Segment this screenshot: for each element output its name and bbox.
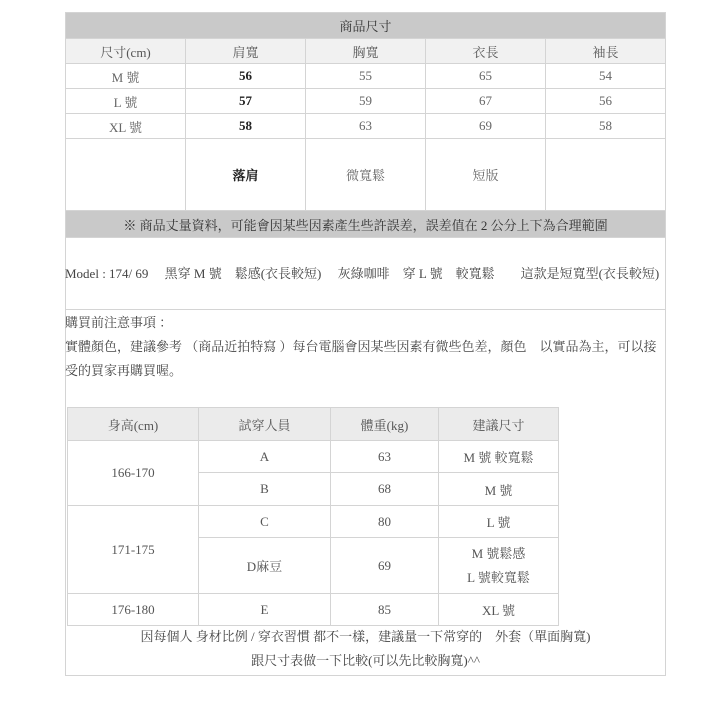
- chest-cell: 59: [306, 89, 426, 114]
- size-label: L 號: [66, 89, 186, 114]
- weight-cell: 80: [331, 506, 439, 538]
- table-row: [68, 594, 559, 626]
- person-cell: D麻豆: [199, 538, 331, 594]
- weight-cell: 85: [331, 594, 439, 626]
- length-cell: 65: [426, 64, 546, 89]
- table-row: [66, 114, 666, 139]
- footer-line: 跟尺寸表做一下比較(可以先比較胸寬)^^: [251, 653, 480, 668]
- chest-cell: 63: [306, 114, 426, 139]
- fitting-table: [67, 407, 559, 626]
- col-header-height: 身高(cm): [68, 408, 199, 441]
- height-range-cell: 171-175: [68, 506, 199, 594]
- purchase-notes-heading: 購買前注意事項 ：: [65, 315, 173, 330]
- shoulder-cell: 56: [186, 64, 306, 89]
- fit-length-cell: 短版: [426, 139, 546, 211]
- chest-cell: 55: [306, 64, 426, 89]
- col-header-shoulder: 肩寬: [186, 39, 306, 64]
- suggested-size-cell: [439, 538, 559, 594]
- suggested-size-cell: M 號 較寬鬆: [439, 441, 559, 473]
- person-cell: C: [199, 506, 331, 538]
- purchase-notes: [65, 311, 665, 383]
- fit-shoulder-cell: 落肩: [186, 139, 306, 211]
- size-chart-title-row: [66, 13, 666, 39]
- table-row: [66, 64, 666, 89]
- length-cell: 67: [426, 89, 546, 114]
- col-header-length: 衣長: [426, 39, 546, 64]
- length-cell: 69: [426, 114, 546, 139]
- fit-sleeve-cell: [546, 139, 666, 211]
- table-row: [68, 506, 559, 538]
- size-label: M 號: [66, 64, 186, 89]
- table-row: [68, 441, 559, 473]
- model-info: Model : 174/ 69 黑穿 M 號 鬆感(衣長較短) 灰綠咖啡 穿 L 號 較寬鬆 這款是短寬型(衣長較短): [65, 237, 666, 310]
- col-header-size: 尺寸(cm): [66, 39, 186, 64]
- weight-cell: 68: [331, 473, 439, 506]
- suggested-size-line: M 號鬆感: [471, 545, 526, 561]
- suggested-size-cell: L 號: [439, 506, 559, 538]
- col-header-chest: 胸寬: [306, 39, 426, 64]
- weight-cell: 69: [331, 538, 439, 594]
- col-header-person: 試穿人員: [199, 408, 331, 441]
- shoulder-cell: 57: [186, 89, 306, 114]
- suggested-size-cell: M 號: [439, 473, 559, 506]
- suggested-size-cell: XL 號: [439, 594, 559, 626]
- size-chart-table: [65, 12, 666, 238]
- height-range-cell: 166-170: [68, 441, 199, 506]
- fitting-header-row: [68, 408, 559, 441]
- col-header-weight: 體重(kg): [331, 408, 439, 441]
- purchase-notes-line: 受的買家再購買喔。: [65, 363, 183, 378]
- fit-chest-cell: 微寬鬆: [306, 139, 426, 211]
- size-chart-header-row: [66, 39, 666, 64]
- footer-line: 因每個人 身材比例 / 穿衣習慣 都不一樣，建議量一下常穿的 外套（單面胸寬): [140, 629, 591, 644]
- purchase-notes-line: 實體顏色，建議參考 （商品近拍特寫 ）每台電腦會因某些因素有微些色差，顏色 以實品為主，可以接: [65, 339, 657, 354]
- sleeve-cell: 58: [546, 114, 666, 139]
- measurement-note: ※ 商品丈量資料，可能會因某些因素產生些許誤差，誤差值在 2 公分上下為合理範圍: [66, 211, 666, 238]
- suggested-size-line: L 號較寬鬆: [467, 569, 530, 585]
- table-row: [66, 89, 666, 114]
- sleeve-cell: 54: [546, 64, 666, 89]
- person-cell: A: [199, 441, 331, 473]
- height-range-cell: 176-180: [68, 594, 199, 626]
- col-header-sleeve: 袖長: [546, 39, 666, 64]
- fit-label-cell: [66, 139, 186, 211]
- measurement-note-row: [66, 211, 666, 238]
- size-chart-title: 商品尺寸: [66, 13, 666, 39]
- weight-cell: 63: [331, 441, 439, 473]
- fit-row: [66, 139, 666, 211]
- footer-advice: [65, 625, 666, 673]
- size-label: XL 號: [66, 114, 186, 139]
- shoulder-cell: 58: [186, 114, 306, 139]
- sleeve-cell: 56: [546, 89, 666, 114]
- col-header-suggested-size: 建議尺寸: [439, 408, 559, 441]
- person-cell: E: [199, 594, 331, 626]
- person-cell: B: [199, 473, 331, 506]
